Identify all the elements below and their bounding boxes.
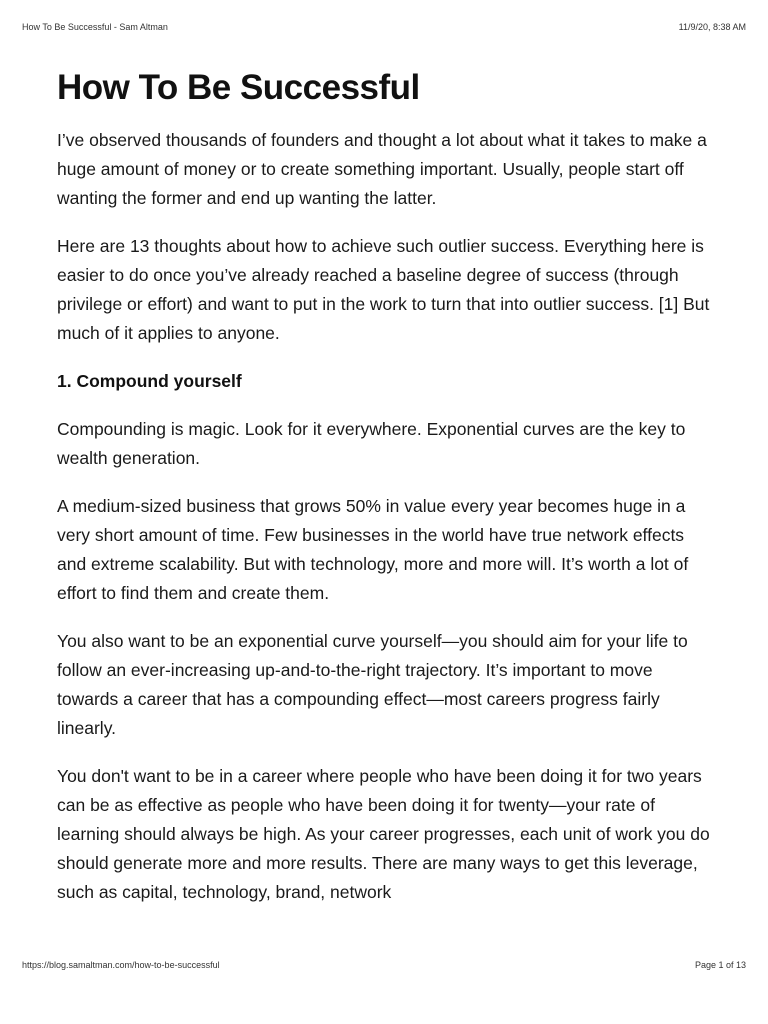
print-timestamp: 11/9/20, 8:38 AM — [678, 22, 746, 32]
article-title: How To Be Successful — [57, 68, 420, 107]
print-footer — [22, 960, 746, 972]
page-url: https://blog.samaltman.com/how-to-be-successful — [22, 960, 220, 970]
document-title: How To Be Successful - Sam Altman — [22, 22, 168, 32]
print-header — [22, 22, 746, 34]
paragraph-career-leverage: You don't want to be in a career where people who have been doing it for two years can be as effective as people who have been doing it for twenty—your rate of learning should always be high. As your career progresses, each unit of work you do should generate more and more results. There are many ways to get this leverage, such as capital, technology, brand, network — [57, 766, 710, 902]
paragraph-intro-1: I’ve observed thousands of founders and thought a lot about what it takes to make a huge amount of money or to create something important. Usually, people start off wanting the former and end up wanting the latter. — [57, 130, 707, 208]
paragraph-exponential-curve: You also want to be an exponential curve yourself—you should aim for your life to follow an ever-increasing up-and-to-the-right trajectory. It’s important to move towards a career that has a compounding effect—most careers progress fairly linearly. — [57, 631, 688, 738]
paragraph-compounding: Compounding is magic. Look for it everywhere. Exponential curves are the key to wealth generation. — [57, 419, 686, 468]
paragraph-intro-2: Here are 13 thoughts about how to achieve such outlier success. Everything here is easier to do once you’ve already reached a baseline degree of success (through privilege or effort) and want to put in the work to turn that into outlier success. [1] But much of it applies to anyone. — [57, 236, 710, 343]
paragraph-business-growth: A medium-sized business that grows 50% in value every year becomes huge in a very short amount of time. Few businesses in the world have true network effects and extreme scalability. But with technology, more and more will. It’s worth a lot of effort to find them and create them. — [57, 496, 689, 603]
article — [57, 64, 717, 926]
page-number: Page 1 of 13 — [694, 960, 746, 970]
section-heading-compound-yourself: 1. Compound yourself — [57, 371, 242, 391]
